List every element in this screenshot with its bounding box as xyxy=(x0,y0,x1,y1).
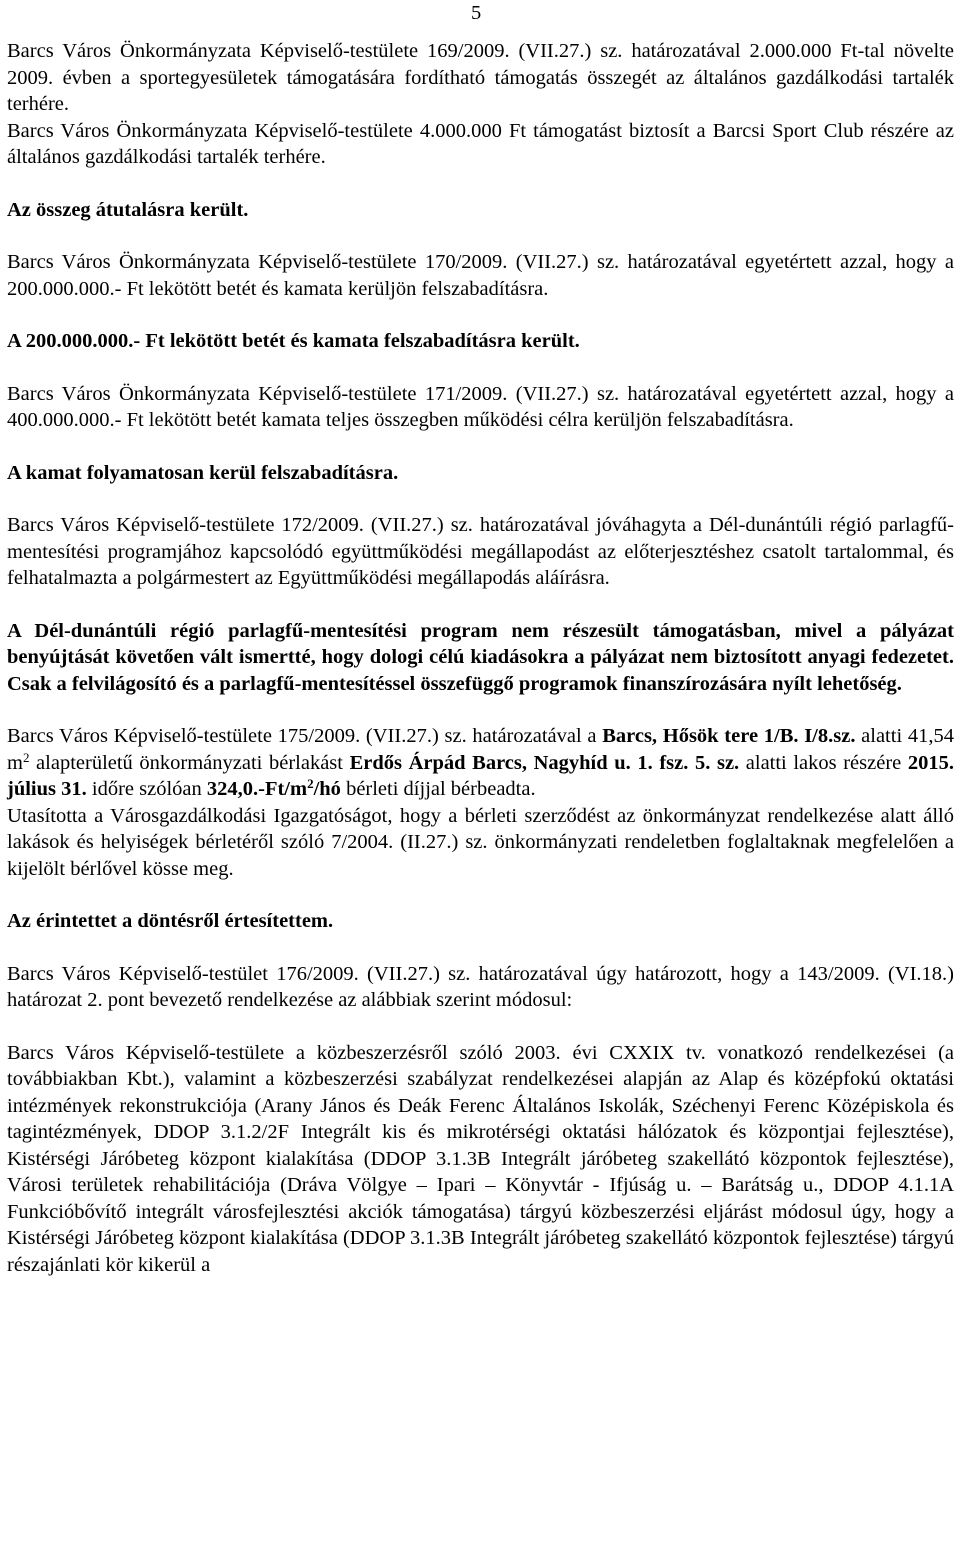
paragraph-170-2009: Barcs Város Önkormányzata Képviselő-testülete 170/2009. (VII.27.) sz. határozatával egyetértett azzal, hogy a 200.000.000.- Ft lekötött betét és kamata kerüljön felszabadításra. xyxy=(7,251,954,300)
p10-tenant: Erdős Árpád Barcs, Nagyhíd u. 1. fsz. 5. sz. xyxy=(349,751,740,774)
p10-text-4: alatti lakos részére xyxy=(739,751,908,774)
paragraph-175-2009 xyxy=(7,723,954,803)
page-number: 5 xyxy=(471,2,482,24)
p10-per-month: /hó xyxy=(313,778,341,800)
paragraph-interest-release: A kamat folyamatosan kerül felszabadításra. xyxy=(7,461,399,484)
paragraph-transfer-done: Az összeg átutalásra került. xyxy=(7,198,249,221)
paragraph-4000000-support: Barcs Város Önkormányzata Képviselő-testülete 4.000.000 Ft támogatást biztosít a Barcsi Sport Club részére az általános gazdálkodási tartalék terhére. xyxy=(7,119,954,168)
p10-text-3: alapterületű önkormányzati bérlakást xyxy=(29,751,350,774)
paragraph-procurement: Barcs Város Képviselő-testülete a közbeszerzésről szóló 2003. évi CXXIX tv. vonatkozó rendelkezései (a továbbiakban Kbt.), valamint a közbeszerzési szabályzat rendelkezései alapján az Alap és középfokú oktatási intézmények rekonstrukciója (Arany János és Deák Ferenc Általános Iskolák, Széchenyi Ferenc Középiskola és tagintézmények, DDOP 3.1.2/2F Integrált kis és mikrotérségi oktatási hálózatok és központjai fejlesztése), Kistérségi Járóbeteg központ kialakítása (DDOP 3.1.3B Integrált járóbeteg szakellátó központok fejlesztése), Városi területek rehabilitációja (Dráva Völgye – Ipari – Könyvtár - Ifjúság u. – Barátság u., DDOP 4.1.1A Funkcióbővítő integrált városfejlesztési akciók támogatása) tárgyú közbeszerzési eljárást módosul úgy, hogy a Kistérségi Járóbeteg központ kialakítása (DDOP 3.1.3B Integrált járóbeteg szakellátó központok fejlesztése) tárgyú részajánlati kör kikerül a xyxy=(7,1041,954,1276)
paragraph-169-2009: Barcs Város Önkormányzata Képviselő-testülete 169/2009. (VII.27.) sz. határozatával 2.000.000 Ft-tal növelte 2009. évben a sportegyesületek támogatására fordítható támogatás összegét az általános gazdálkodási tartalék terhére. xyxy=(7,40,954,115)
paragraph-171-2009: Barcs Város Önkormányzata Képviselő-testülete 171/2009. (VII.27.) sz. határozatával egyetértett azzal, hogy a 400.000.000.- Ft lekötött betét kamata teljes összegben működési célra kerüljön felszabadításra. xyxy=(7,382,954,431)
paragraph-notified: Az érintettet a döntésről értesítettem. xyxy=(7,910,334,932)
p10-sup-1: 2 xyxy=(22,749,30,765)
paragraph-200m-released: A 200.000.000.- Ft lekötött betét és kamata felszabadításra került. xyxy=(7,330,580,352)
paragraph-172-2009: Barcs Város Képviselő-testülete 172/2009. (VII.27.) sz. határozatával jóváhagyta a Dél-dunántúli régió parlagfű-mentesítési programjához kapcsolódó együttműködési megállapodást az előterjesztéshez csatolt tartalommal, és felhatalmazta a polgármestert az Együttműködési megállapodás aláírásra. xyxy=(7,514,954,589)
paragraph-ragweed-program: A Dél-dunántúli régió parlagfű-mentesítési program nem részesült támogatásban, mivel a pályázat benyújtását követően vált ismertté, hogy dologi célú kiadásokra a pályázat nem biztosított anyagi fedezetet. Csak a felvilágosító és a parlagfű-mentesítéssel összefüggő programok finanszírozására nyílt lehetőség. xyxy=(7,619,954,695)
p10-sup-2: 2 xyxy=(307,776,314,791)
paragraph-176-2009: Barcs Város Képviselő-testület 176/2009. (VII.27.) sz. határozatával úgy határozott, hogy a 143/2009. (VI.18.) határozat 2. pont bevezető rendelkezése az alábbiak szerint módosul: xyxy=(7,962,954,1011)
p10-text-2: alatti 41,54 m xyxy=(7,725,954,774)
p10-date: 2015. július 31. xyxy=(7,751,954,800)
p10-address: Barcs, Hősök tere 1/B. I/8.sz. xyxy=(602,725,856,747)
paragraph-lease-instruction: Utasította a Városgazdálkodási Igazgatóságot, hogy a bérleti szerződést az önkormányzat rendelkezése alatt álló lakások és helyiségek bérletéről szóló 7/2004. (II.27.) sz. önkormányzati rendeletben foglaltaknak megfelelően a kijelölt bérlővel kösse meg. xyxy=(7,804,954,880)
p10-text-6: bérleti díjjal bérbeadta. xyxy=(340,778,536,800)
p10-text-5: időre szólóan xyxy=(86,778,207,800)
p10-rent: 324,0.-Ft/m xyxy=(206,778,308,800)
p10-text-1: Barcs Város Képviselő-testülete 175/2009. (VII.27.) sz. határozatával a xyxy=(7,725,603,747)
